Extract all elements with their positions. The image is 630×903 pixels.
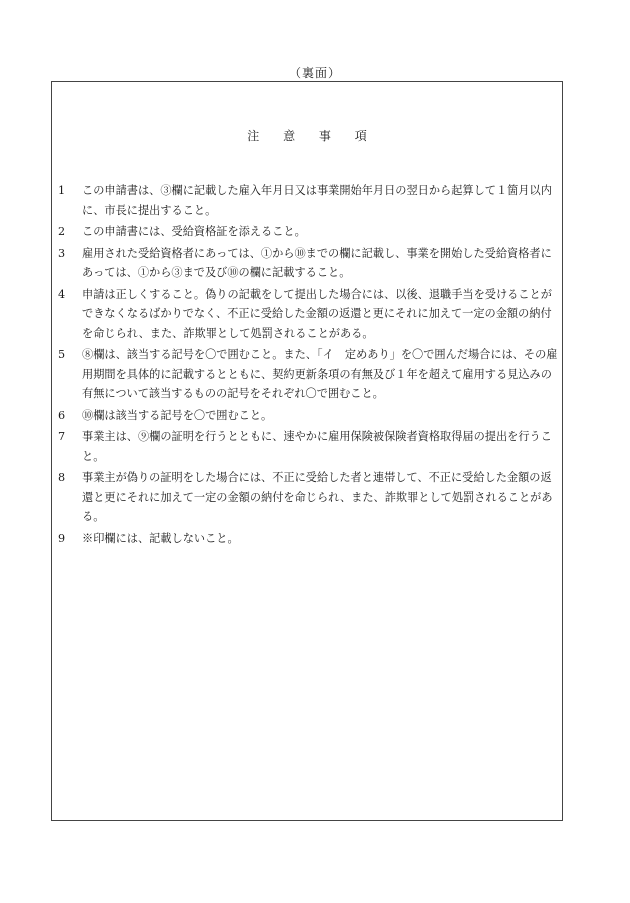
- notes-heading: [52, 127, 562, 144]
- note-text: 申請は正しくすること。偽りの記載をして提出した場合には、以後、退職手当を受けることができなくなるばかりでなく、不正に受給した金額の返還と更にそれに加えて一定の金額の納付を命じられ、また、詐欺罪として処罰されることがある。: [82, 287, 552, 340]
- note-number: 1: [58, 184, 66, 197]
- note-item: [58, 345, 558, 404]
- note-text: 事業主が偽りの証明をした場合には、不正に受給した者と連帯して、不正に受給した金額の返還と更にそれに加えて一定の金額の納付を命じられ、また、詐欺罪として処罰されることがある。: [82, 471, 553, 523]
- note-number: 4: [58, 287, 66, 301]
- note-item: [58, 285, 558, 344]
- note-text: 雇用された受給資格者にあっては、①から⑩までの欄に記載し、事業を開始した受給資格者にあっては、①から③まで及び⑩の欄に記載すること。: [82, 246, 552, 279]
- heading-char: 注: [247, 129, 260, 143]
- note-number: 6: [58, 408, 66, 422]
- note-text: この申請書は、③欄に記載した雇入年月日又は事業開始年月日の翌日から起算して１箇月以内に、市長に提出すること。: [82, 184, 552, 217]
- page-side-label: （裏面）: [288, 66, 341, 80]
- heading-char: 意: [283, 129, 296, 143]
- note-text: ⑧欄は、該当する記号を〇で囲むこと。また、「イ 定めあり」を〇で囲んだ場合には、その雇用期間を具体的に記載するとともに、契約更新条項の有無及び１年を超えて雇用する見込みの有無について該当するものの記号をそれぞれ〇で囲むこと。: [82, 348, 558, 400]
- notes-frame: [51, 81, 563, 821]
- note-item: [58, 468, 558, 527]
- note-item: [58, 244, 558, 283]
- note-number: 5: [58, 348, 66, 361]
- note-number: 7: [58, 430, 66, 443]
- note-item: [58, 222, 558, 242]
- note-item: [58, 529, 558, 549]
- note-number: 3: [58, 246, 66, 260]
- notes-list: [58, 181, 558, 550]
- note-item: [58, 181, 558, 220]
- note-item: [58, 406, 558, 426]
- note-text: 事業主は、⑨欄の証明を行うとともに、速やかに雇用保険被保険者資格取得届の提出を行うこと。: [82, 430, 552, 463]
- note-number: 8: [58, 471, 66, 484]
- note-text: この申請書には、受給資格証を添えること。: [82, 225, 306, 238]
- note-text: ⑩欄は該当する記号を〇で囲むこと。: [82, 408, 273, 422]
- note-text: ※印欄には、記載しないこと。: [82, 531, 239, 545]
- heading-char: 事: [318, 129, 331, 143]
- note-number: 2: [58, 225, 66, 238]
- note-item: [58, 427, 558, 466]
- heading-char: 項: [354, 129, 367, 143]
- note-number: 9: [58, 531, 66, 545]
